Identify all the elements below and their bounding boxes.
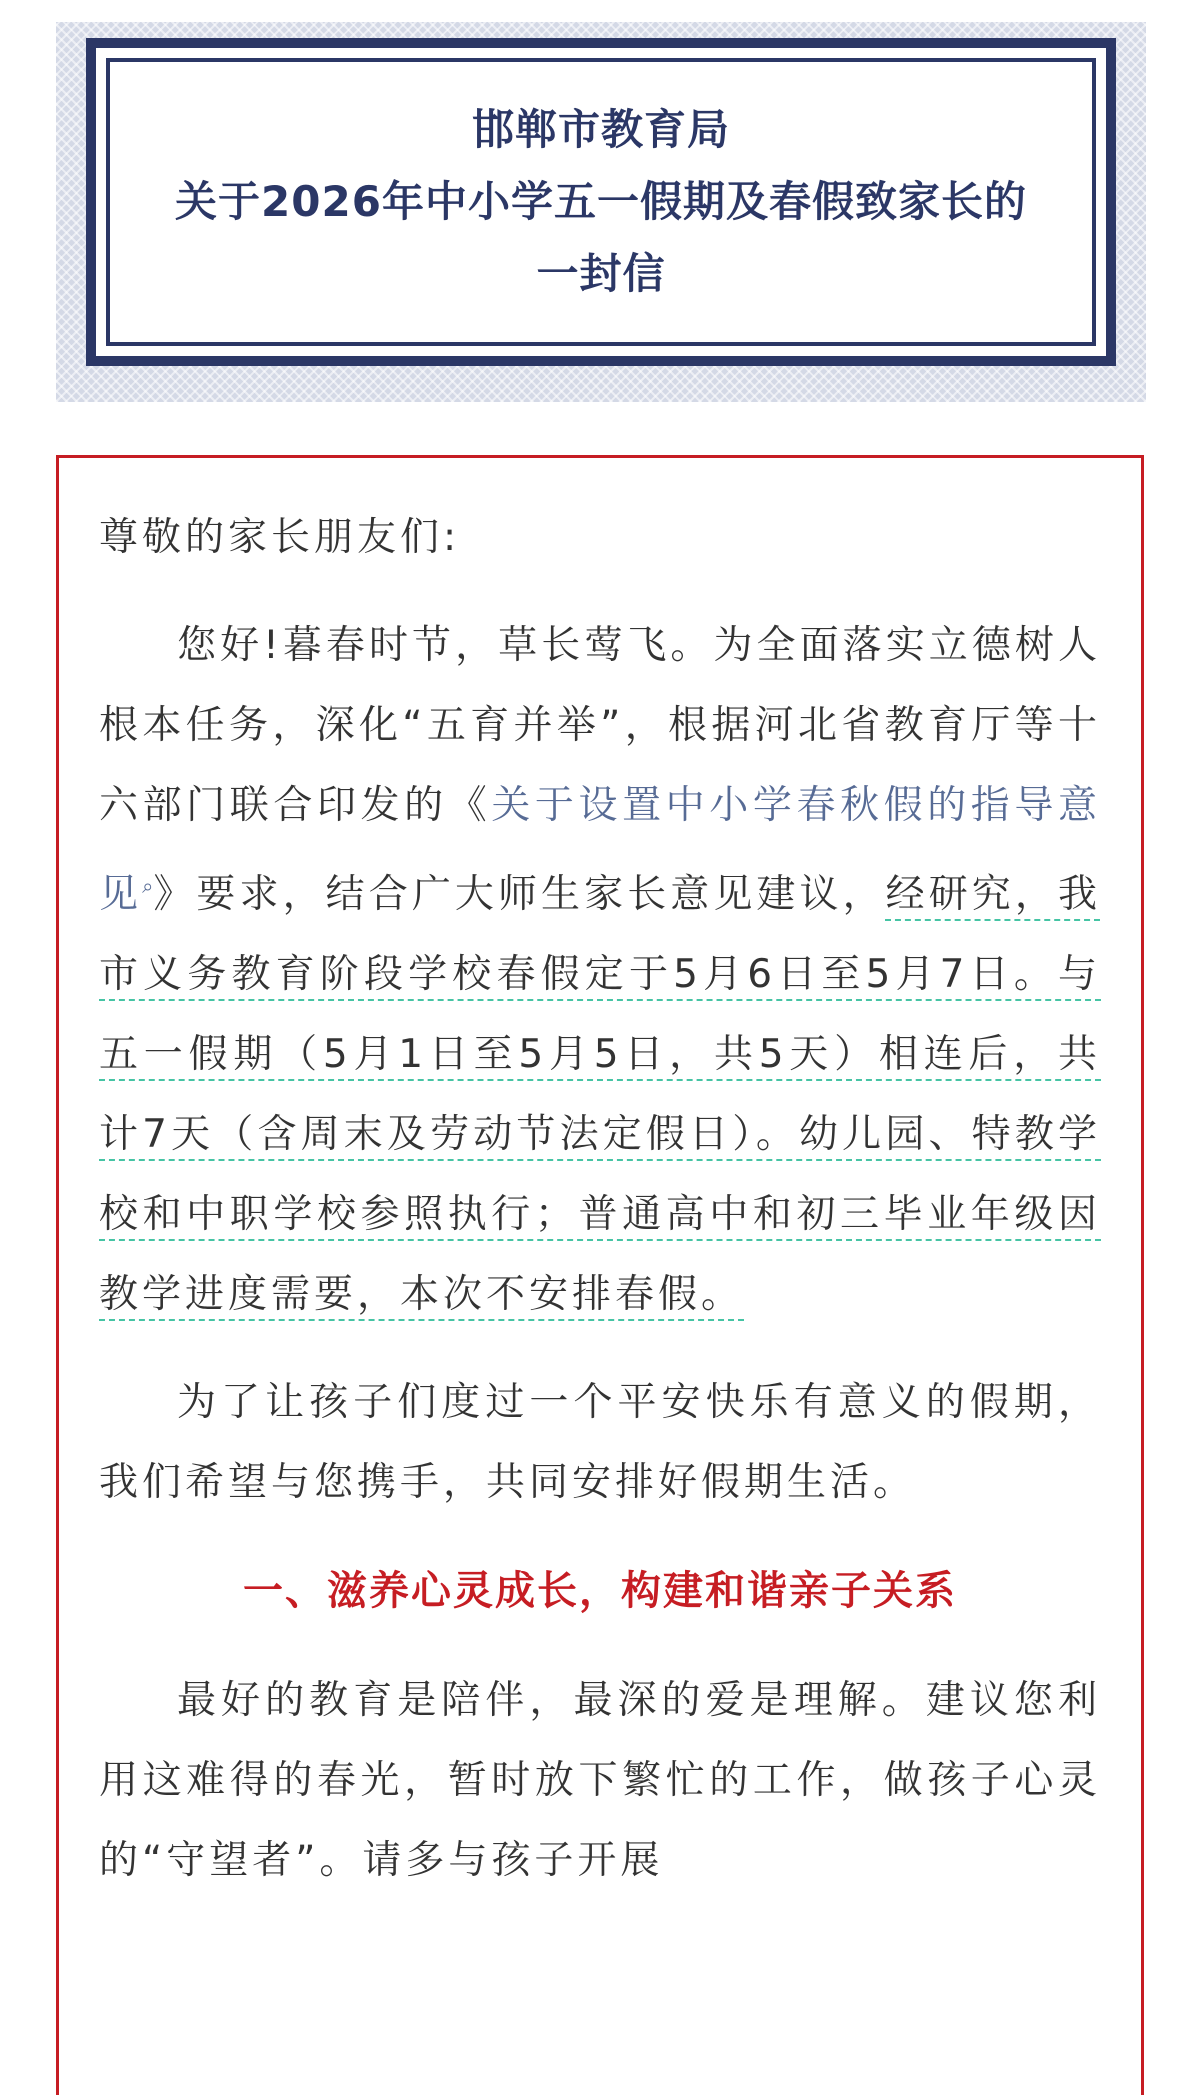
paragraph-1-intro: 您好!暮春时节，草长莺飞。为全面落实立德树人根本任务，深化“五育并举”，根据河北省教育厅等十六部门联合印发的《	[99, 623, 1101, 828]
letter-body-frame	[56, 455, 1144, 2095]
title-line-3: 一封信	[536, 249, 666, 298]
section-1-heading: 一、滋养心灵成长，构建和谐亲子关系	[243, 1568, 957, 1614]
paragraph-1-middle: 》要求，结合广大师生家长意见建议，	[153, 872, 886, 917]
policy-document-link-text: 关于设置中小学春秋假的指导意见	[99, 783, 1101, 917]
search-icon[interactable]: ⌕	[142, 874, 154, 898]
title-line-2: 关于2026年中小学五一假期及春假致家长的	[175, 177, 1027, 226]
paragraph-3: 最好的教育是陪伴，最深的爱是理解。建议您利用这难得的春光，暂时放下繁忙的工作，做孩子心灵的“守望者”。请多与孩子开展	[99, 1678, 1101, 1883]
greeting: 尊敬的家长朋友们:	[99, 515, 461, 560]
header-title-inner-frame	[106, 58, 1096, 346]
letter-body	[99, 498, 1101, 1929]
paragraph-2: 为了让孩子们度过一个平安快乐有意义的假期，我们希望与您携手，共同安排好假期生活。	[99, 1380, 1101, 1505]
title-line-1: 邯郸市教育局	[471, 105, 730, 154]
highlighted-annotation[interactable]: 经研究，我市义务教育阶段学校春假定于5月6日至5月7日。与五一假期（5月1日至5月5日，共5天）相连后，共计7天（含周末及劳动节法定假日）。幼儿园、特教学校和中职学校参照执行；普通高中和初三毕业年级因教学进度需要，本次不安排春假。	[99, 872, 1101, 1317]
header-title-frame	[86, 38, 1116, 366]
paragraph-1	[99, 606, 1101, 1335]
